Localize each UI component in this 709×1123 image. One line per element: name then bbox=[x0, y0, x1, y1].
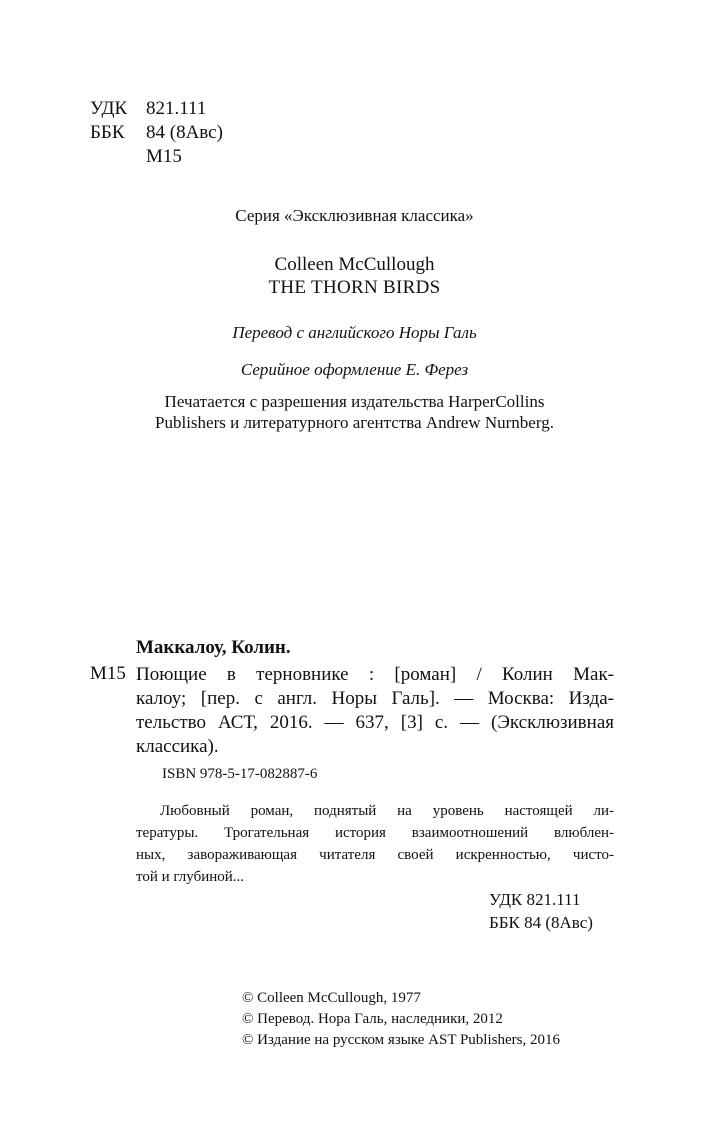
copyright-block bbox=[242, 988, 560, 1051]
author-mark: М15 bbox=[146, 146, 182, 167]
copyright-line: © Издание на русском языке AST Publishers, 2016 bbox=[242, 1032, 560, 1048]
bbk-code bbox=[90, 122, 223, 144]
udk-code bbox=[90, 98, 206, 120]
series-line: Серия «Эксклюзивная классика» bbox=[235, 206, 474, 225]
record-line: классика). bbox=[136, 736, 219, 757]
record-line: Поющие в терновнике : [роман] / Колин Мак- bbox=[136, 664, 614, 685]
permission-line-1: Печатается с разрешения издательства HarperCollins bbox=[164, 392, 545, 411]
design-credit: Серийное оформление Е. Ферез bbox=[240, 360, 469, 379]
annotation-line: тературы. Трогательная история взаимоотношений влюблен- bbox=[136, 825, 614, 841]
annotation-line: Любовный роман, поднятый на уровень настоящей ли- bbox=[160, 803, 614, 819]
record-body bbox=[136, 663, 614, 759]
bbk-label: ББК bbox=[90, 122, 125, 143]
record-heading: Маккалоу, Колин. bbox=[136, 637, 291, 658]
bbk-value: 84 (8Авс) bbox=[146, 122, 223, 143]
original-title: THE THORN BIRDS bbox=[268, 277, 441, 298]
permission-line-2: Publishers и литературного агентства Andrew Nurnberg. bbox=[155, 413, 554, 432]
udk-label: УДК bbox=[90, 98, 128, 119]
udk-value: 821.111 bbox=[146, 98, 207, 119]
isbn: ISBN 978-5-17-082887-6 bbox=[162, 766, 318, 782]
copyright-line: © Перевод. Нора Галь, наследники, 2012 bbox=[242, 1011, 503, 1027]
translation-credit: Перевод с английского Норы Галь bbox=[232, 323, 477, 342]
annotation bbox=[136, 800, 614, 888]
bbk-bottom: ББК 84 (8Авс) bbox=[489, 913, 593, 932]
annotation-line: той и глубиной... bbox=[136, 869, 245, 885]
record-line: тельство АСТ, 2016. — 637, [3] с. — (Эксклюзивная bbox=[136, 712, 614, 733]
copyright-line: © Colleen McCullough, 1977 bbox=[242, 990, 421, 1006]
record-line: калоу; [пер. с англ. Норы Галь]. — Москва: Изда- bbox=[136, 688, 614, 709]
original-author: Colleen McCullough bbox=[274, 254, 435, 275]
udk-bottom: УДК 821.111 bbox=[489, 890, 581, 909]
annotation-line: ных, завораживающая читателя своей искренностью, чисто- bbox=[136, 847, 614, 863]
record-mark: М15 bbox=[90, 663, 126, 684]
